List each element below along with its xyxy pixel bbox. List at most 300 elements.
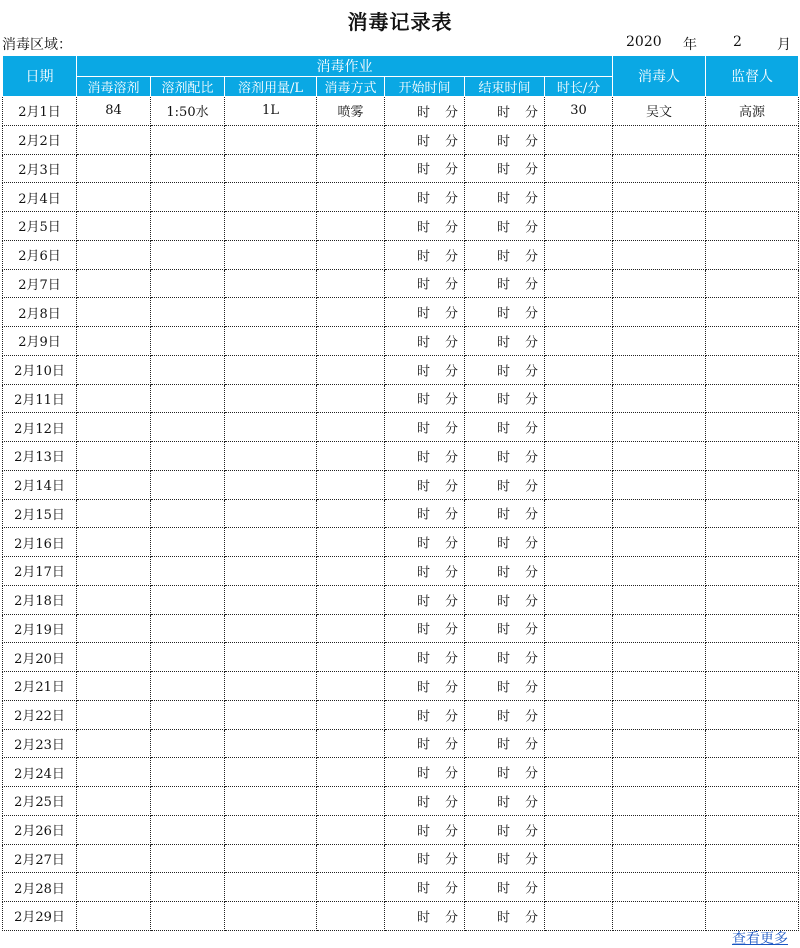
disinfector-cell[interactable] [613, 269, 706, 298]
amount-cell[interactable] [225, 672, 317, 701]
date-cell[interactable]: 2月1日 [3, 97, 77, 126]
duration-cell[interactable] [545, 183, 613, 212]
amount-cell[interactable] [225, 643, 317, 672]
date-cell[interactable]: 2月29日 [3, 902, 77, 931]
duration-cell[interactable] [545, 355, 613, 384]
ratio-cell[interactable] [151, 643, 225, 672]
ratio-cell[interactable]: 1:50水 [151, 97, 225, 126]
amount-cell[interactable] [225, 355, 317, 384]
duration-cell[interactable] [545, 844, 613, 873]
duration-cell[interactable] [545, 154, 613, 183]
date-cell[interactable]: 2月14日 [3, 470, 77, 499]
disinfector-cell[interactable] [613, 154, 706, 183]
end-time-cell[interactable] [465, 97, 545, 126]
start-time-cell[interactable] [385, 499, 465, 528]
supervisor-cell[interactable] [706, 873, 799, 902]
start-time-cell[interactable] [385, 298, 465, 327]
end-time-cell[interactable] [465, 125, 545, 154]
date-cell[interactable]: 2月7日 [3, 269, 77, 298]
ratio-cell[interactable] [151, 442, 225, 471]
end-time-cell[interactable] [465, 614, 545, 643]
amount-cell[interactable] [225, 873, 317, 902]
supervisor-cell[interactable] [706, 758, 799, 787]
duration-cell[interactable] [545, 212, 613, 241]
end-time-cell[interactable] [465, 758, 545, 787]
duration-cell[interactable] [545, 442, 613, 471]
disinfector-cell[interactable] [613, 355, 706, 384]
disinfectant-cell[interactable] [77, 499, 151, 528]
disinfectant-cell[interactable] [77, 902, 151, 931]
start-time-cell[interactable] [385, 97, 465, 126]
start-time-cell[interactable] [385, 557, 465, 586]
start-time-cell[interactable] [385, 413, 465, 442]
method-cell[interactable] [317, 787, 385, 816]
end-time-cell[interactable] [465, 154, 545, 183]
disinfectant-cell[interactable] [77, 585, 151, 614]
end-time-cell[interactable] [465, 585, 545, 614]
disinfector-cell[interactable] [613, 672, 706, 701]
supervisor-cell[interactable] [706, 327, 799, 356]
supervisor-cell[interactable] [706, 413, 799, 442]
amount-cell[interactable] [225, 298, 317, 327]
method-cell[interactable] [317, 355, 385, 384]
date-cell[interactable]: 2月27日 [3, 844, 77, 873]
disinfectant-cell[interactable] [77, 700, 151, 729]
duration-cell[interactable] [545, 787, 613, 816]
end-time-cell[interactable] [465, 672, 545, 701]
disinfector-cell[interactable] [613, 758, 706, 787]
disinfectant-cell[interactable] [77, 384, 151, 413]
amount-cell[interactable] [225, 499, 317, 528]
start-time-cell[interactable] [385, 355, 465, 384]
method-cell[interactable] [317, 902, 385, 931]
method-cell[interactable]: 喷雾 [317, 97, 385, 126]
hour-label: 时 [417, 306, 431, 322]
supervisor-cell[interactable] [706, 269, 799, 298]
supervisor-cell[interactable] [706, 355, 799, 384]
disinfectant-cell[interactable] [77, 125, 151, 154]
amount-cell[interactable] [225, 269, 317, 298]
supervisor-cell[interactable] [706, 240, 799, 269]
start-time-cell[interactable] [385, 327, 465, 356]
date-cell[interactable]: 2月26日 [3, 815, 77, 844]
amount-cell[interactable] [225, 470, 317, 499]
method-cell[interactable] [317, 384, 385, 413]
date-cell[interactable]: 2月25日 [3, 787, 77, 816]
ratio-cell[interactable] [151, 240, 225, 269]
start-time-cell[interactable] [385, 442, 465, 471]
amount-cell[interactable] [225, 125, 317, 154]
disinfectant-cell[interactable] [77, 183, 151, 212]
end-time-cell[interactable] [465, 643, 545, 672]
method-cell[interactable] [317, 815, 385, 844]
disinfectant-cell[interactable] [77, 815, 151, 844]
ratio-cell[interactable] [151, 355, 225, 384]
disinfector-cell[interactable] [613, 470, 706, 499]
amount-cell[interactable] [225, 902, 317, 931]
duration-cell[interactable] [545, 815, 613, 844]
ratio-cell[interactable] [151, 815, 225, 844]
ratio-cell[interactable] [151, 269, 225, 298]
duration-cell[interactable] [545, 269, 613, 298]
supervisor-cell[interactable] [706, 844, 799, 873]
disinfector-cell[interactable] [613, 585, 706, 614]
date-cell[interactable]: 2月15日 [3, 499, 77, 528]
disinfector-cell[interactable] [613, 499, 706, 528]
disinfector-cell[interactable] [613, 844, 706, 873]
disinfectant-cell[interactable] [77, 442, 151, 471]
ratio-cell[interactable] [151, 700, 225, 729]
disinfector-cell[interactable] [613, 528, 706, 557]
date-cell[interactable]: 2月2日 [3, 125, 77, 154]
ratio-cell[interactable] [151, 470, 225, 499]
end-time-cell[interactable] [465, 729, 545, 758]
amount-cell[interactable] [225, 557, 317, 586]
ratio-cell[interactable] [151, 528, 225, 557]
date-cell[interactable]: 2月4日 [3, 183, 77, 212]
date-cell[interactable]: 2月13日 [3, 442, 77, 471]
start-time-cell[interactable] [385, 873, 465, 902]
amount-cell[interactable] [225, 844, 317, 873]
disinfectant-cell[interactable] [77, 212, 151, 241]
amount-cell[interactable] [225, 700, 317, 729]
start-time-cell[interactable] [385, 528, 465, 557]
supervisor-cell[interactable] [706, 298, 799, 327]
disinfector-cell[interactable] [613, 327, 706, 356]
start-time-cell[interactable] [385, 700, 465, 729]
disinfector-cell[interactable] [613, 873, 706, 902]
amount-cell[interactable] [225, 729, 317, 758]
ratio-cell[interactable] [151, 787, 225, 816]
minute-label: 分 [524, 162, 538, 178]
ratio-cell[interactable] [151, 298, 225, 327]
date-cell[interactable]: 2月23日 [3, 729, 77, 758]
disinfector-cell[interactable] [613, 557, 706, 586]
start-time-cell[interactable] [385, 240, 465, 269]
end-time-cell[interactable] [465, 212, 545, 241]
method-cell[interactable] [317, 585, 385, 614]
duration-cell[interactable] [545, 298, 613, 327]
start-time-cell[interactable] [385, 758, 465, 787]
date-cell[interactable]: 2月28日 [3, 873, 77, 902]
ratio-cell[interactable] [151, 758, 225, 787]
start-time-cell[interactable] [385, 643, 465, 672]
start-time-cell[interactable] [385, 183, 465, 212]
amount-cell[interactable] [225, 154, 317, 183]
ratio-cell[interactable] [151, 844, 225, 873]
amount-cell[interactable] [225, 758, 317, 787]
disinfector-cell[interactable] [613, 384, 706, 413]
duration-cell[interactable] [545, 557, 613, 586]
duration-cell[interactable] [545, 413, 613, 442]
date-cell[interactable]: 2月6日 [3, 240, 77, 269]
supervisor-cell[interactable] [706, 557, 799, 586]
ratio-cell[interactable] [151, 125, 225, 154]
method-cell[interactable] [317, 470, 385, 499]
disinfector-cell[interactable] [613, 442, 706, 471]
supervisor-cell[interactable] [706, 499, 799, 528]
disinfector-cell[interactable] [613, 413, 706, 442]
date-cell[interactable]: 2月17日 [3, 557, 77, 586]
method-cell[interactable] [317, 844, 385, 873]
method-cell[interactable] [317, 327, 385, 356]
start-time-cell[interactable] [385, 787, 465, 816]
disinfector-cell[interactable] [613, 815, 706, 844]
amount-cell[interactable] [225, 614, 317, 643]
amount-cell[interactable] [225, 528, 317, 557]
ratio-cell[interactable] [151, 327, 225, 356]
disinfector-cell[interactable] [613, 643, 706, 672]
method-cell[interactable] [317, 413, 385, 442]
amount-cell[interactable] [225, 240, 317, 269]
ratio-cell[interactable] [151, 557, 225, 586]
date-cell[interactable]: 2月18日 [3, 585, 77, 614]
amount-cell[interactable] [225, 183, 317, 212]
amount-cell[interactable] [225, 413, 317, 442]
end-time-cell[interactable] [465, 269, 545, 298]
ratio-cell[interactable] [151, 499, 225, 528]
method-cell[interactable] [317, 499, 385, 528]
disinfectant-cell[interactable] [77, 528, 151, 557]
start-time-cell[interactable] [385, 729, 465, 758]
ratio-cell[interactable] [151, 614, 225, 643]
ratio-cell[interactable] [151, 902, 225, 931]
duration-cell[interactable] [545, 672, 613, 701]
supervisor-cell[interactable] [706, 125, 799, 154]
end-time-cell[interactable] [465, 700, 545, 729]
disinfectant-cell[interactable]: 84 [77, 97, 151, 126]
disinfectant-cell[interactable] [77, 787, 151, 816]
start-time-cell[interactable] [385, 269, 465, 298]
method-cell[interactable] [317, 125, 385, 154]
supervisor-cell[interactable] [706, 585, 799, 614]
supervisor-cell[interactable] [706, 470, 799, 499]
supervisor-cell[interactable] [706, 787, 799, 816]
hour-label: 时 [417, 680, 431, 696]
end-time-cell[interactable] [465, 499, 545, 528]
end-time-cell[interactable] [465, 844, 545, 873]
date-cell[interactable]: 2月9日 [3, 327, 77, 356]
disinfectant-cell[interactable] [77, 470, 151, 499]
method-cell[interactable] [317, 873, 385, 902]
disinfectant-cell[interactable] [77, 758, 151, 787]
ratio-cell[interactable] [151, 585, 225, 614]
supervisor-cell[interactable] [706, 442, 799, 471]
supervisor-cell[interactable]: 高源 [706, 97, 799, 126]
start-time-cell[interactable] [385, 902, 465, 931]
disinfector-cell[interactable] [613, 729, 706, 758]
start-time-cell[interactable] [385, 844, 465, 873]
ratio-cell[interactable] [151, 183, 225, 212]
disinfectant-cell[interactable] [77, 557, 151, 586]
duration-cell[interactable] [545, 499, 613, 528]
table-row [3, 614, 799, 643]
supervisor-cell[interactable] [706, 528, 799, 557]
disinfectant-cell[interactable] [77, 413, 151, 442]
disinfector-cell[interactable] [613, 614, 706, 643]
date-cell[interactable]: 2月20日 [3, 643, 77, 672]
start-time-cell[interactable] [385, 470, 465, 499]
disinfector-cell[interactable] [613, 240, 706, 269]
disinfectant-cell[interactable] [77, 672, 151, 701]
start-time-cell[interactable] [385, 384, 465, 413]
end-time-cell[interactable] [465, 528, 545, 557]
duration-cell[interactable] [545, 125, 613, 154]
disinfector-cell[interactable] [613, 125, 706, 154]
end-time-cell[interactable] [465, 355, 545, 384]
method-cell[interactable] [317, 700, 385, 729]
supervisor-cell[interactable] [706, 154, 799, 183]
method-cell[interactable] [317, 269, 385, 298]
disinfectant-cell[interactable] [77, 844, 151, 873]
method-cell[interactable] [317, 643, 385, 672]
supervisor-cell[interactable] [706, 643, 799, 672]
disinfectant-cell[interactable] [77, 327, 151, 356]
date-cell[interactable]: 2月8日 [3, 298, 77, 327]
disinfectant-cell[interactable] [77, 873, 151, 902]
ratio-cell[interactable] [151, 212, 225, 241]
start-time-cell[interactable] [385, 585, 465, 614]
hour-label: 时 [497, 766, 511, 782]
method-cell[interactable] [317, 557, 385, 586]
supervisor-cell[interactable] [706, 614, 799, 643]
method-cell[interactable] [317, 614, 385, 643]
end-time-cell[interactable] [465, 902, 545, 931]
disinfectant-cell[interactable] [77, 269, 151, 298]
duration-cell[interactable] [545, 643, 613, 672]
supervisor-cell[interactable] [706, 902, 799, 931]
disinfectant-cell[interactable] [77, 298, 151, 327]
disinfector-cell[interactable] [613, 700, 706, 729]
ratio-cell[interactable] [151, 413, 225, 442]
date-cell[interactable]: 2月11日 [3, 384, 77, 413]
disinfector-cell[interactable] [613, 787, 706, 816]
end-time-cell[interactable] [465, 240, 545, 269]
end-time-cell[interactable] [465, 787, 545, 816]
disinfectant-cell[interactable] [77, 614, 151, 643]
method-cell[interactable] [317, 212, 385, 241]
supervisor-cell[interactable] [706, 672, 799, 701]
method-cell[interactable] [317, 758, 385, 787]
amount-cell[interactable] [225, 787, 317, 816]
disinfector-cell[interactable] [613, 183, 706, 212]
end-time-cell[interactable] [465, 557, 545, 586]
supervisor-cell[interactable] [706, 729, 799, 758]
start-time-cell[interactable] [385, 154, 465, 183]
amount-cell[interactable] [225, 815, 317, 844]
date-cell[interactable]: 2月5日 [3, 212, 77, 241]
date-cell[interactable]: 2月3日 [3, 154, 77, 183]
date-cell[interactable]: 2月16日 [3, 528, 77, 557]
amount-cell[interactable] [225, 585, 317, 614]
duration-cell[interactable] [545, 700, 613, 729]
table-row [3, 269, 799, 298]
amount-cell[interactable] [225, 384, 317, 413]
date-cell[interactable]: 2月21日 [3, 672, 77, 701]
end-time-cell[interactable] [465, 298, 545, 327]
disinfectant-cell[interactable] [77, 643, 151, 672]
duration-cell[interactable] [545, 585, 613, 614]
method-cell[interactable] [317, 672, 385, 701]
disinfectant-cell[interactable] [77, 355, 151, 384]
duration-cell[interactable] [545, 729, 613, 758]
date-cell[interactable]: 2月12日 [3, 413, 77, 442]
duration-cell[interactable] [545, 902, 613, 931]
start-time-cell[interactable] [385, 212, 465, 241]
disinfector-cell[interactable] [613, 902, 706, 931]
method-cell[interactable] [317, 528, 385, 557]
end-time-cell[interactable] [465, 327, 545, 356]
supervisor-cell[interactable] [706, 212, 799, 241]
ratio-cell[interactable] [151, 729, 225, 758]
ratio-cell[interactable] [151, 873, 225, 902]
date-cell[interactable]: 2月24日 [3, 758, 77, 787]
method-cell[interactable] [317, 183, 385, 212]
supervisor-cell[interactable] [706, 815, 799, 844]
date-cell[interactable]: 2月10日 [3, 355, 77, 384]
end-time-cell[interactable] [465, 413, 545, 442]
amount-cell[interactable] [225, 212, 317, 241]
disinfectant-cell[interactable] [77, 240, 151, 269]
start-time-cell[interactable] [385, 815, 465, 844]
disinfector-cell[interactable] [613, 212, 706, 241]
ratio-cell[interactable] [151, 384, 225, 413]
start-time-cell[interactable] [385, 672, 465, 701]
date-cell[interactable]: 2月22日 [3, 700, 77, 729]
end-time-cell[interactable] [465, 384, 545, 413]
duration-cell[interactable] [545, 873, 613, 902]
hour-label: 时 [497, 134, 511, 150]
method-cell[interactable] [317, 729, 385, 758]
amount-cell[interactable] [225, 327, 317, 356]
duration-cell[interactable] [545, 240, 613, 269]
duration-cell[interactable]: 30 [545, 97, 613, 126]
disinfector-cell[interactable] [613, 298, 706, 327]
hour-label: 时 [417, 709, 431, 725]
method-cell[interactable] [317, 154, 385, 183]
start-time-cell[interactable] [385, 614, 465, 643]
supervisor-cell[interactable] [706, 700, 799, 729]
duration-cell[interactable] [545, 470, 613, 499]
date-cell[interactable]: 2月19日 [3, 614, 77, 643]
supervisor-cell[interactable] [706, 183, 799, 212]
disinfector-cell[interactable]: 吴文 [613, 97, 706, 126]
table-row [3, 125, 799, 154]
method-cell[interactable] [317, 442, 385, 471]
amount-cell[interactable] [225, 442, 317, 471]
amount-cell[interactable]: 1L [225, 97, 317, 126]
disinfectant-cell[interactable] [77, 729, 151, 758]
duration-cell[interactable] [545, 758, 613, 787]
end-time-cell[interactable] [465, 470, 545, 499]
duration-cell[interactable] [545, 614, 613, 643]
duration-cell[interactable] [545, 528, 613, 557]
view-more-link[interactable]: 查看更多 [732, 931, 788, 947]
method-cell[interactable] [317, 298, 385, 327]
method-cell[interactable] [317, 240, 385, 269]
ratio-cell[interactable] [151, 154, 225, 183]
end-time-cell[interactable] [465, 873, 545, 902]
end-time-cell[interactable] [465, 815, 545, 844]
end-time-cell[interactable] [465, 183, 545, 212]
start-time-cell[interactable] [385, 125, 465, 154]
end-time-cell[interactable] [465, 442, 545, 471]
disinfectant-cell[interactable] [77, 154, 151, 183]
duration-cell[interactable] [545, 327, 613, 356]
supervisor-cell[interactable] [706, 384, 799, 413]
duration-cell[interactable] [545, 384, 613, 413]
ratio-cell[interactable] [151, 672, 225, 701]
